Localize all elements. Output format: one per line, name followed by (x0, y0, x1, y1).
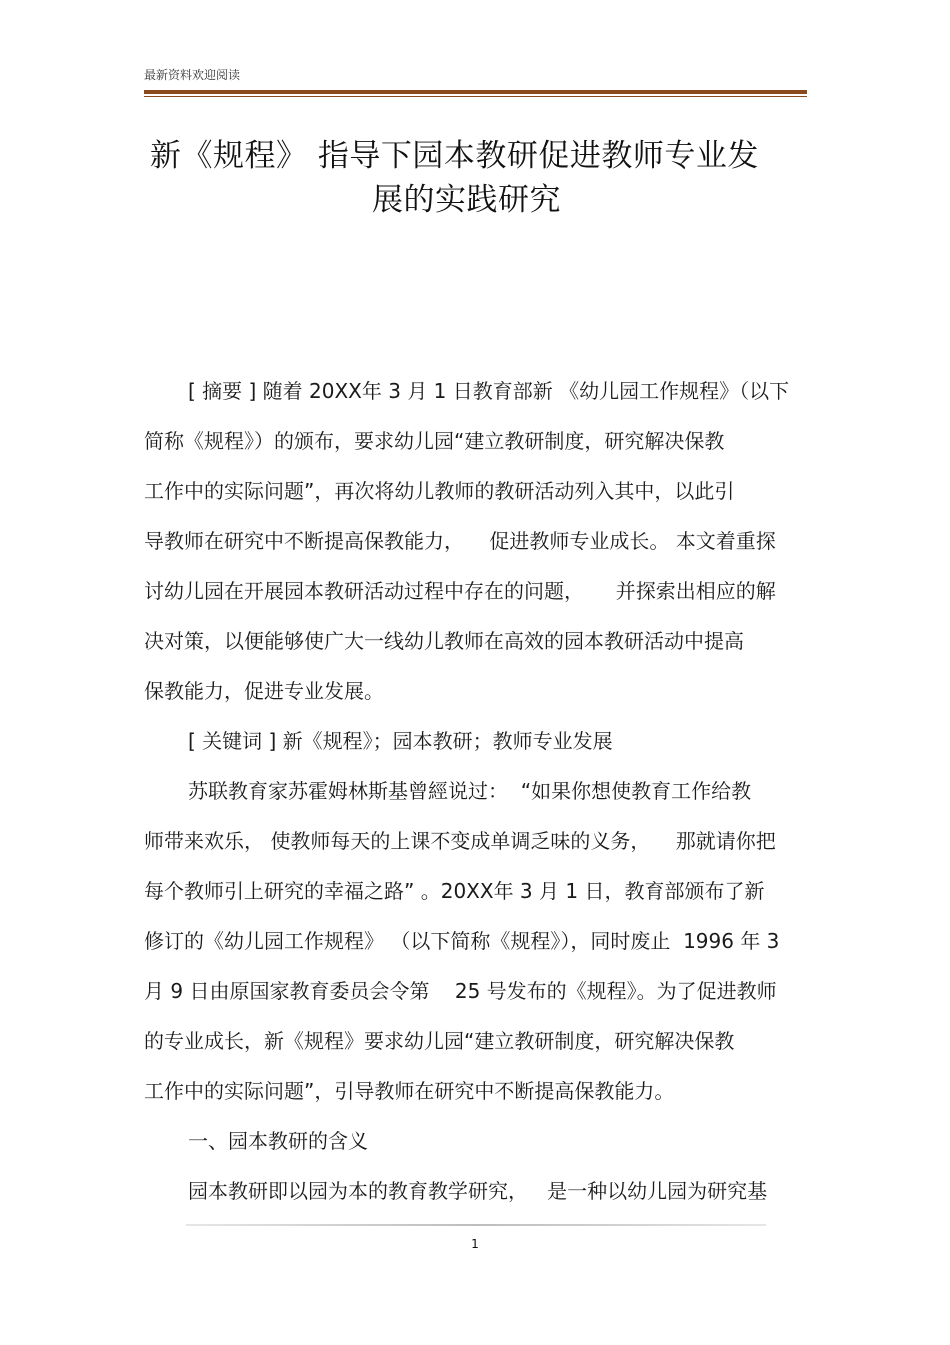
header-text: 最新资料欢迎阅读 (144, 68, 241, 82)
intro-line: 的专业成长，新《规程》要求幼儿园“建立教研制度，研究解决保教 (144, 1029, 735, 1053)
intro-line: 工作中的实际问题”，引导教师在研究中不断提高保教能力。 (144, 1079, 675, 1103)
header-rule-thin (144, 96, 807, 97)
footer-rule (186, 1224, 766, 1226)
intro-line: 师带来欢乐， 使教师每天的上课不变成单调乏味的义务， 那就请你把 (144, 829, 776, 853)
abstract-line: 讨幼儿园在开展园本教研活动过程中存在的问题， 并探索出相应的解 (144, 579, 776, 603)
intro-paragraph (144, 766, 824, 1116)
header-rule-thick (144, 90, 807, 94)
abstract-line: 工作中的实际问题”，再次将幼儿教师的教研活动列入其中，以此引 (144, 479, 735, 503)
title-line-1: 新《规程》 指导下园本教研促进教师专业发 (150, 138, 759, 174)
intro-line: 月 9 日由原国家教育委员会令第 25 号发布的《规程》。为了促进教师 (144, 979, 777, 1003)
intro-line: 修订的《幼儿园工作规程》 （以下简称《规程》），同时废止 1996 年 3 (144, 929, 780, 953)
abstract-line: 简称《规程》）的颁布，要求幼儿园“建立教研制度，研究解决保教 (144, 429, 725, 453)
abstract-paragraph (144, 366, 824, 766)
abstract-line: [ 摘要 ] 随着 20XX年 3 月 1 日教育部新 《幼儿园工作规程》（以下 (188, 379, 790, 403)
abstract-line: 保教能力，促进专业发展。 (144, 679, 384, 703)
intro-line: 苏联教育家苏霍姆林斯基曾經说过： “如果你想使教育工作给教 (188, 779, 752, 803)
abstract-line: 决对策，以便能够使广大一线幼儿教师在高效的园本教研活动中提高 (144, 629, 744, 653)
title-line-2: 展的实践研究 (372, 182, 561, 218)
abstract-line: 导教师在研究中不断提高保教能力， 促进教师专业成长。 本文着重探 (144, 529, 776, 553)
intro-line: 每个教师引上研究的幸福之路” 。20XX年 3 月 1 日，教育部颁布了新 (144, 879, 765, 903)
section-heading: 一、园本教研的含义 (188, 1129, 368, 1153)
keywords-line: [ 关键词 ] 新《规程》；园本教研；教师专业发展 (188, 729, 613, 753)
section-body-line: 园本教研即以园为本的教育教学研究， 是一种以幼儿园为研究基 (188, 1179, 768, 1203)
page-number: 1 (471, 1237, 479, 1251)
section-1 (144, 1116, 824, 1216)
